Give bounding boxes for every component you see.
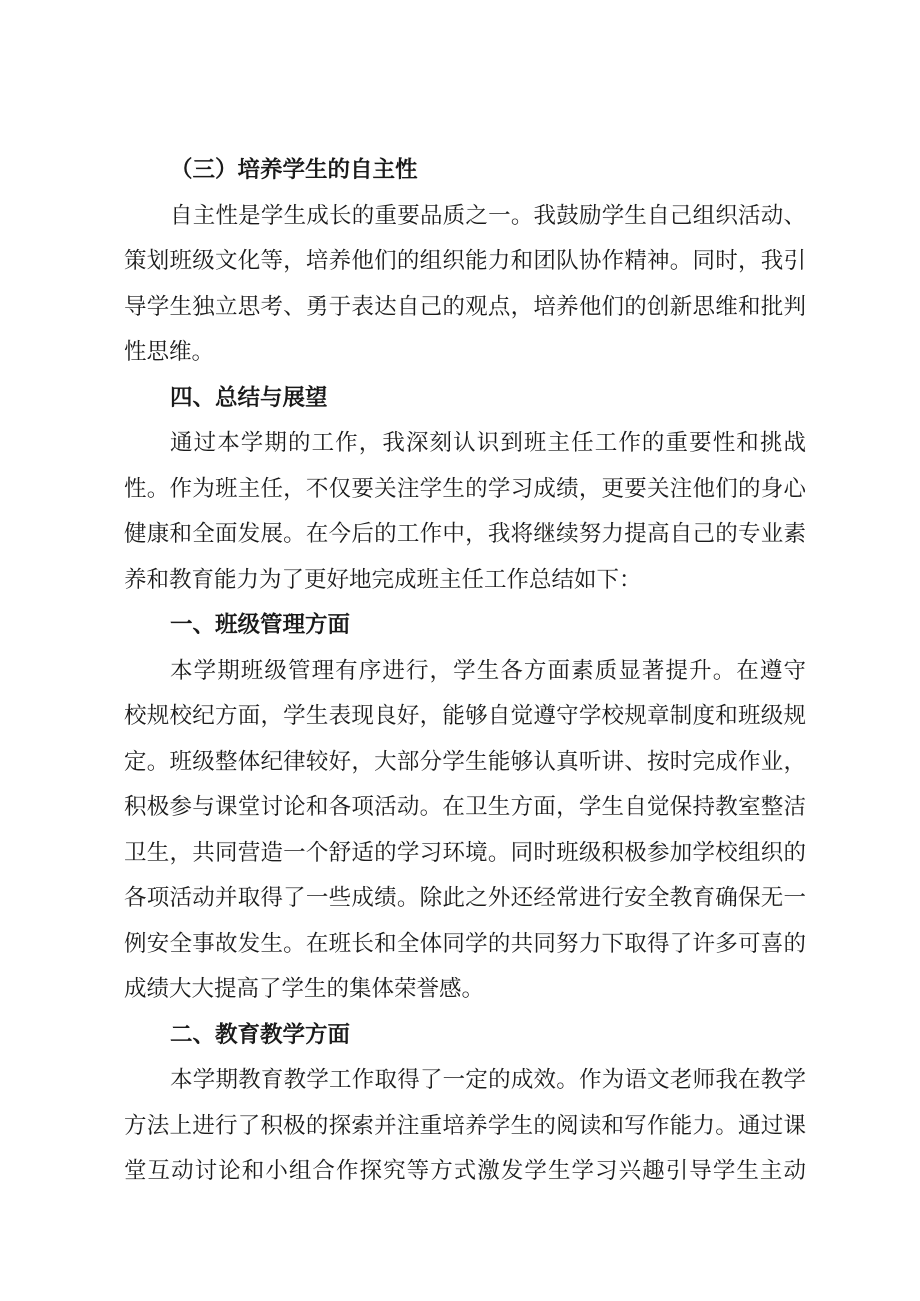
paragraph-line: 养和教育能力为了更好地完成班主任工作总结如下： <box>124 566 642 593</box>
paragraph-line: 本学期教育教学工作取得了一定的成效。作为语文老师我在教学 <box>170 1067 806 1093</box>
section-heading: 四、总结与展望 <box>170 384 328 411</box>
paragraph-line: 导学生独立思考、勇于表达自己的观点，培养他们的创新思维和批判 <box>124 293 806 320</box>
paragraph-line: 堂互动讨论和小组合作探究等方式激发学生学习兴趣引导学生主动 <box>124 1158 806 1184</box>
paragraph-line: 性。作为班主任，不仅要关注学生的学习成绩，更要关注他们的身心 <box>124 475 806 502</box>
section-heading: 二、教育教学方面 <box>170 1021 351 1048</box>
paragraph-line: 定。班级整体纪律较好，大部分学生能够认真听讲、按时完成作业， <box>124 748 806 775</box>
paragraph-line: 方法上进行了积极的探索并注重培养学生的阅读和写作能力。通过课 <box>124 1112 806 1139</box>
paragraph-line: 成绩大大提高了学生的集体荣誉感。 <box>124 976 485 1002</box>
paragraph-line: 积极参与课堂讨论和各项活动。在卫生方面，学生自觉保持教室整洁 <box>124 794 806 820</box>
paragraph-line: 健康和全面发展。在今后的工作中，我将继续努力提高自己的专业素 <box>124 521 806 547</box>
paragraph-line: 本学期班级管理有序进行，学生各方面素质显著提升。在遵守 <box>170 657 806 684</box>
paragraph-line: 性思维。 <box>124 339 215 365</box>
paragraph-line: 各项活动并取得了一些成绩。除此之外还经常进行安全教育确保无一 <box>124 885 806 911</box>
paragraph-line: 卫生，共同营造一个舒适的学习环境。同时班级积极参加学校组织的 <box>124 839 806 866</box>
section-heading: 一、班级管理方面 <box>170 612 351 638</box>
paragraph-line: 校规校纪方面，学生表现良好，能够自觉遵守学校规章制度和班级规 <box>124 703 806 729</box>
paragraph-line: 自主性是学生成长的重要品质之一。我鼓励学生自己组织活动、 <box>170 202 806 229</box>
paragraph-line: 通过本学期的工作，我深刻认识到班主任工作的重要性和挑战 <box>170 430 806 456</box>
paragraph-line: 例安全事故发生。在班长和全体同学的共同努力下取得了许多可喜的 <box>124 930 806 957</box>
paragraph-line: 策划班级文化等，培养他们的组织能力和团队协作精神。同时，我引 <box>124 248 806 274</box>
section-heading: （三）培养学生的自主性 <box>170 157 418 183</box>
document-body <box>124 148 806 1195</box>
